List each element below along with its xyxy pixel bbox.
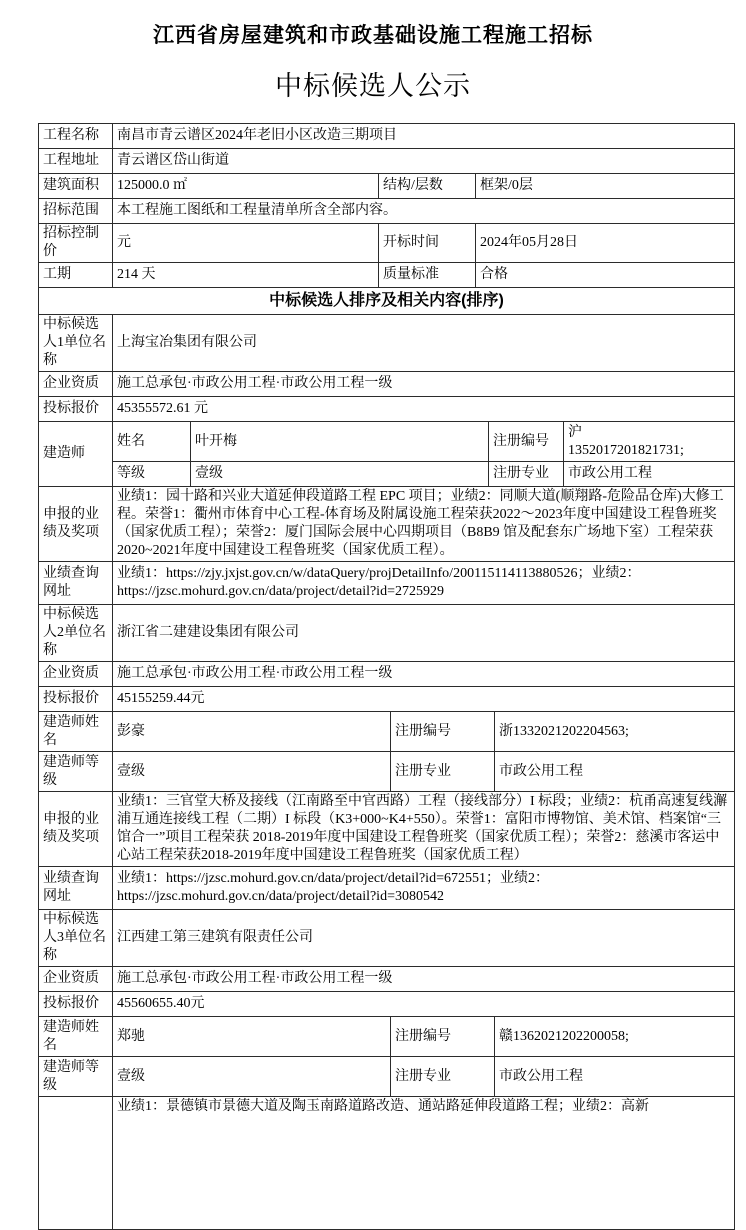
candidate1-achievements: 业绩1：园十路和兴业大道延伸段道路工程 EPC 项目；业绩2：同顺大道(顺翔路-危险品仓库)大修工程。荣誉1：衢州市体育中心工程-体育场及附属设施工程荣获2022～2023年度中国建设工程鲁班奖（国家优质工程）；荣誉2：厦门国际会展中心四期项目（B8B9 馆及配套东广场地下室）工程荣获2020~2021年度中国建设工程鲁班奖（国家优质工程）。: [113, 487, 735, 562]
document: [0, 19, 746, 1114]
table-row: [39, 687, 735, 712]
qualification-label: 企业资质: [39, 372, 113, 397]
candidate1-achievement-url: 业绩1：https://zjy.jxjst.gov.cn/w/dataQuery/projDetailInfo/200115114113880526；业绩2：https://jzsc.mohurd.gov.cn/data/project/detail?id=2725929: [113, 562, 735, 605]
table-row: [39, 315, 735, 372]
candidate3-achievements-partial: 业绩1：景德镇市景德大道及陶玉南路道路改造、通站路延伸段道路工程；业绩2：高新: [113, 1097, 735, 1230]
builder-label: 建造师: [39, 422, 113, 487]
candidate2-builder-name: 彭豪: [113, 712, 391, 752]
candidate1-qualification: 施工总承包·市政公用工程·市政公用工程一级: [113, 372, 735, 397]
bid-price-label: 投标报价: [39, 992, 113, 1017]
builder-grade-label: 等级: [113, 462, 191, 487]
control-price-label: 招标控制价: [39, 224, 113, 263]
table-row: [39, 422, 735, 462]
table-row: [39, 562, 735, 605]
scope-value: 本工程施工图纸和工程量清单所含全部内容。: [113, 199, 735, 224]
doc-subtitle: 中标候选人公示: [275, 71, 471, 101]
table-row: [39, 397, 735, 422]
quality-label: 质量标准: [379, 263, 476, 288]
area-value: 125000.0 ㎡: [113, 174, 379, 199]
table-row: [39, 263, 735, 288]
builder-name-label: 建造师姓名: [39, 712, 113, 752]
candidate1-bid-price: 45355572.61 元: [113, 397, 735, 422]
candidate2-grade: 壹级: [113, 752, 391, 792]
table-row: [39, 605, 735, 662]
project-name-value: 南昌市青云谱区2024年老旧小区改造三期项目: [113, 124, 735, 149]
achievements-label-cut: [39, 1097, 113, 1230]
candidate1-builder-name: 叶开梅: [191, 422, 489, 462]
achievement-url-label: 业绩查询网址: [39, 867, 113, 910]
candidate3-unit-label: 中标候选人3单位名称: [39, 910, 113, 967]
duration-label: 工期: [39, 263, 113, 288]
candidate1-reg-no: [564, 422, 735, 462]
reg-no-text: 沪1352017201821731;: [568, 424, 684, 458]
table-row: [39, 372, 735, 397]
reg-no-label: 注册编号: [489, 422, 564, 462]
qualification-label: 企业资质: [39, 662, 113, 687]
candidate3-qualification: 施工总承包·市政公用工程·市政公用工程一级: [113, 967, 735, 992]
bid-announcement-table: [38, 123, 735, 1230]
candidate2-reg-major: 市政公用工程: [495, 752, 735, 792]
structure-label: 结构/层数: [379, 174, 476, 199]
candidate2-reg-no: 浙1332021202204563;: [495, 712, 735, 752]
candidate2-achievement-url: 业绩1：https://jzsc.mohurd.gov.cn/data/project/detail?id=672551；业绩2：https://jzsc.mohurd.gov.cn/data/project/detail?id=3080542: [113, 867, 735, 910]
candidate1-unit-name: 上海宝冶集团有限公司: [113, 315, 735, 372]
table-row: [39, 992, 735, 1017]
table-row: [39, 792, 735, 867]
table-row: [39, 224, 735, 263]
achievements-label: 申报的业绩及奖项: [39, 487, 113, 562]
table-row: [39, 288, 735, 315]
table-row: [39, 712, 735, 752]
area-label: 建筑面积: [39, 174, 113, 199]
table-row: [39, 662, 735, 687]
candidate3-builder-name: 郑驰: [113, 1017, 391, 1057]
table-row: [39, 174, 735, 199]
project-name-label: 工程名称: [39, 124, 113, 149]
candidate2-unit-label: 中标候选人2单位名称: [39, 605, 113, 662]
section-header: 中标候选人排序及相关内容(排序): [39, 288, 735, 315]
project-address-label: 工程地址: [39, 149, 113, 174]
table-row: [39, 1097, 735, 1230]
candidate3-reg-no: 赣1362021202200058;: [495, 1017, 735, 1057]
reg-major-label: 注册专业: [391, 1057, 495, 1097]
table-row: [39, 462, 735, 487]
table-row: [39, 124, 735, 149]
table-row: [39, 199, 735, 224]
candidate2-qualification: 施工总承包·市政公用工程·市政公用工程一级: [113, 662, 735, 687]
candidate1-grade: 壹级: [191, 462, 489, 487]
achievement-url-label: 业绩查询网址: [39, 562, 113, 605]
reg-no-label: 注册编号: [391, 712, 495, 752]
table-row: [39, 752, 735, 792]
bid-price-label: 投标报价: [39, 397, 113, 422]
doc-title: 江西省房屋建筑和市政基础设施工程施工招标: [153, 23, 593, 47]
candidate2-achievements: 业绩1：三官堂大桥及接线（江南路至中官西路）工程（接线部分）I 标段；业绩2：杭甬高速复线澥浦互通连接线工程（二期）I 标段（K3+000~K4+550）。荣誉1：富阳市博物馆、美术馆、档案馆“三馆合一”项目工程荣获 2018-2019年度中国建设工程鲁班奖（国家优质工程）；荣誉2：慈溪市客运中心站工程荣获2018-2019年度中国建设工程鲁班奖（国家优质工程）: [113, 792, 735, 867]
reg-major-label: 注册专业: [489, 462, 564, 487]
table-row: [39, 910, 735, 967]
table-row: [39, 487, 735, 562]
candidate1-unit-label: 中标候选人1单位名称: [39, 315, 113, 372]
table-row: [39, 1017, 735, 1057]
control-price-value: 元: [113, 224, 379, 263]
table-row: [39, 149, 735, 174]
builder-grade-label: 建造师等级: [39, 1057, 113, 1097]
reg-major-label: 注册专业: [391, 752, 495, 792]
open-time-label: 开标时间: [379, 224, 476, 263]
duration-value: 214 天: [113, 263, 379, 288]
achievements-label: 申报的业绩及奖项: [39, 792, 113, 867]
candidate2-bid-price: 45155259.44元: [113, 687, 735, 712]
candidate1-reg-major: 市政公用工程: [564, 462, 735, 487]
candidate2-unit-name: 浙江省二建建设集团有限公司: [113, 605, 735, 662]
table-row: [39, 1057, 735, 1097]
structure-value: 框架/0层: [476, 174, 735, 199]
quality-value: 合格: [476, 263, 735, 288]
reg-no-label: 注册编号: [391, 1017, 495, 1057]
scope-label: 招标范围: [39, 199, 113, 224]
candidate3-grade: 壹级: [113, 1057, 391, 1097]
project-address-value: 青云谱区岱山街道: [113, 149, 735, 174]
bid-price-label: 投标报价: [39, 687, 113, 712]
table-row: [39, 867, 735, 910]
qualification-label: 企业资质: [39, 967, 113, 992]
candidate3-bid-price: 45560655.40元: [113, 992, 735, 1017]
builder-grade-label: 建造师等级: [39, 752, 113, 792]
builder-name-label: 建造师姓名: [39, 1017, 113, 1057]
open-time-value: 2024年05月28日: [476, 224, 735, 263]
candidate3-unit-name: 江西建工第三建筑有限责任公司: [113, 910, 735, 967]
builder-name-label: 姓名: [113, 422, 191, 462]
table-row: [39, 967, 735, 992]
candidate3-reg-major: 市政公用工程: [495, 1057, 735, 1097]
